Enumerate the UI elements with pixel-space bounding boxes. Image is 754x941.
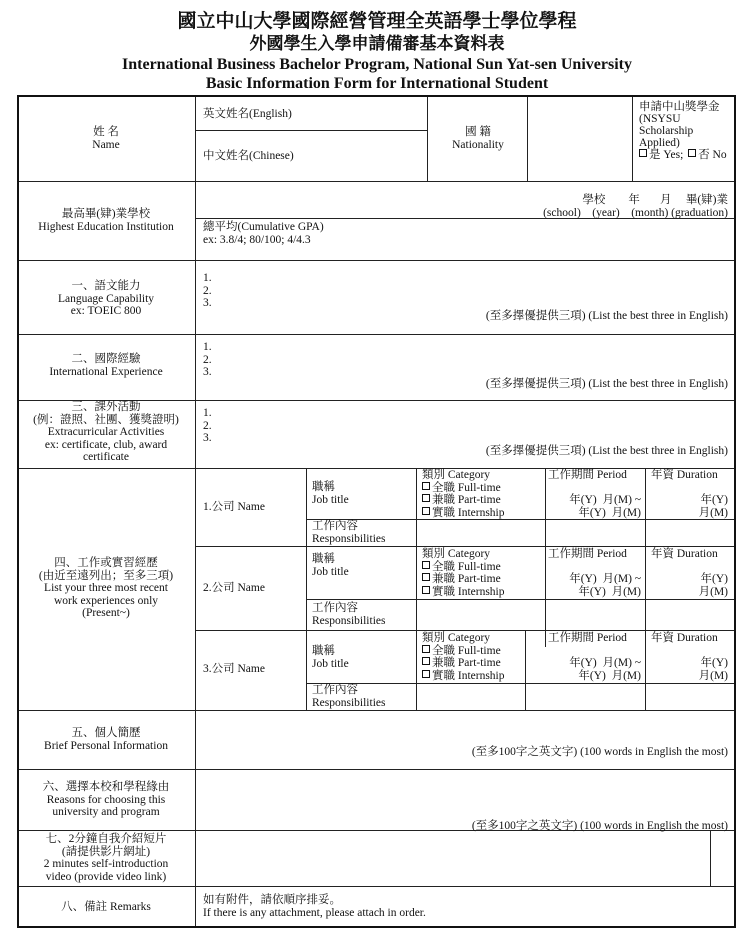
list-item: 1. (203, 272, 212, 284)
responsibilities-label-en: Responsibilities (312, 532, 386, 545)
internship-checkbox[interactable] (422, 586, 430, 594)
scholarship-options (639, 149, 727, 161)
remarks-text-en: If there is any attachment, please attach in order. (203, 906, 426, 919)
internship-label: 實職 Internship (432, 506, 505, 519)
category-label: 類別 Category (422, 632, 491, 644)
extracurricular-label-en-example: ex: certificate, club, award (44, 438, 168, 451)
company-1-name[interactable]: 1.公司 Name (203, 501, 265, 513)
remarks-text (203, 894, 426, 919)
duration-years: 年(Y) (700, 494, 728, 506)
extracurricular-label-en-example-2: certificate (83, 451, 129, 463)
extracurricular-label-zh: 三、課外活動 (71, 401, 141, 413)
period-end: 年(Y) 月(M) (578, 669, 641, 682)
work-label-en-2: work experiences only (53, 594, 159, 607)
chinese-name-field[interactable]: 中文姓名(Chinese) (203, 150, 294, 162)
international-note: (至多擇優提供三項) (List the best three in English) (485, 378, 728, 390)
job-title-label-zh: 職稱 (312, 481, 335, 493)
work-label-zh-note: (由近至遠列出；至多三項) (38, 569, 174, 582)
language-label-zh: 一、語文能力 (71, 280, 141, 292)
gpa-example: ex: 3.8/4; 80/100; 4/4.3 (203, 233, 311, 246)
international-label-en: International Experience (49, 365, 163, 378)
work-label-en-3: (Present~) (82, 607, 130, 619)
job-title-label-en: Job title (312, 565, 349, 578)
job-title-label-en: Job title (312, 657, 349, 670)
duration-years: 年(Y) (700, 657, 728, 669)
scholarship-label-en-1: (NSYSU (639, 113, 681, 125)
period-2-field[interactable] (569, 573, 641, 598)
job-title-1[interactable] (312, 481, 349, 506)
language-label-example: ex: TOEIC 800 (70, 305, 142, 317)
title-chinese-program: 國立中山大學國際經營管理全英語學士學位學程 (177, 10, 577, 32)
extracurricular-label (19, 401, 193, 464)
scholarship-label-zh: 申請中山獎學金 (639, 101, 720, 113)
scholarship-block (639, 101, 727, 161)
nationality-label (428, 126, 528, 151)
scholarship-no-label: 否 No (698, 149, 727, 161)
work-label-en-1: List your three most recent (44, 582, 168, 594)
personal-note: (至多100字之英文字) (100 words in English the most) (471, 746, 728, 758)
category-label: 類別 Category (422, 548, 491, 560)
video-label-zh-note: (請提供影片網址) (61, 845, 151, 858)
nationality-label-zh: 國 籍 (465, 126, 491, 138)
reasons-label-en-2: university and program (52, 806, 160, 818)
personal-label-en: Brief Personal Information (44, 739, 168, 752)
reasons-label (19, 781, 193, 819)
list-item: 1. (203, 341, 212, 353)
international-label-zh: 二、國際經驗 (71, 353, 141, 365)
video-label-en-2: video (provide video link) (45, 870, 167, 883)
duration-1-field[interactable] (699, 494, 728, 519)
responsibilities-label-zh: 工作內容 (312, 602, 358, 614)
extracurricular-label-zh-example: (例：證照、社團、獲獎證明) (33, 413, 179, 426)
reasons-label-en-1: Reasons for choosing this (46, 793, 166, 806)
work-label (19, 557, 193, 620)
duration-3-field[interactable] (699, 657, 728, 682)
responsibilities-2[interactable] (312, 602, 385, 627)
extracurricular-label-en: Extracurricular Activities (47, 426, 165, 438)
extracurricular-note: (至多擇優提供三項) (List the best three in English) (485, 445, 728, 457)
category-3[interactable] (422, 632, 505, 682)
language-list[interactable] (203, 272, 212, 310)
video-label (19, 833, 193, 883)
responsibilities-label-zh: 工作內容 (312, 520, 358, 532)
period-end: 年(Y) 月(M) (578, 585, 641, 598)
video-label-zh: 七、2分鐘自我介紹短片 (45, 833, 167, 845)
responsibilities-label-en: Responsibilities (312, 614, 386, 627)
personal-label (19, 727, 193, 752)
period-1-header: 工作期間 Period (548, 469, 627, 481)
work-label-zh: 四、工作或實習經歷 (54, 557, 158, 569)
language-label (19, 280, 193, 318)
education-fields-zh: 學校 年 月 畢(肄)業 (582, 194, 728, 206)
parttime-label: 兼職 Part-time (432, 494, 501, 506)
company-2-name[interactable]: 2.公司 Name (203, 582, 265, 594)
internship-checkbox[interactable] (422, 670, 430, 678)
gpa-field[interactable] (203, 221, 324, 246)
period-3-header: 工作期間 Period (548, 632, 627, 644)
title-english-form: Basic Information Form for International Student (205, 75, 549, 92)
scholarship-label-en-2: Scholarship (639, 125, 694, 137)
period-1-field[interactable] (569, 494, 641, 519)
video-link-field[interactable] (196, 831, 708, 885)
list-item: 3. (203, 432, 212, 444)
education-school-date-line[interactable] (543, 194, 728, 219)
list-item: 2. (203, 353, 212, 366)
company-3-name[interactable]: 3.公司 Name (203, 663, 265, 675)
responsibilities-1[interactable] (312, 520, 385, 545)
education-label (19, 208, 193, 233)
remarks-label: 八、備註 Remarks (61, 901, 151, 913)
video-label-en-1: 2 minutes self-introduction (43, 858, 169, 870)
language-label-en: Language Capability (57, 292, 155, 305)
title-chinese-form: 外國學生入學申請備審基本資料表 (249, 34, 505, 54)
duration-2-field[interactable] (699, 573, 728, 598)
duration-months: 月(M) (698, 585, 728, 598)
name-label (19, 126, 193, 151)
list-item: 3. (203, 297, 212, 309)
period-3-field[interactable] (569, 657, 641, 682)
reasons-label-zh: 六、選擇本校和學程緣由 (42, 781, 170, 793)
parttime-label: 兼職 Part-time (432, 573, 501, 585)
list-item: 2. (203, 419, 212, 432)
parttime-checkbox[interactable] (422, 573, 430, 581)
education-label-zh: 最高畢(肄)業學校 (61, 208, 151, 220)
international-list[interactable] (203, 341, 212, 379)
responsibilities-label-en: Responsibilities (312, 696, 386, 709)
remarks-text-zh: 如有附件，請依順序排妥。 (203, 894, 341, 906)
fulltime-checkbox[interactable] (422, 482, 430, 490)
reasons-note: (至多100字之英文字) (100 words in English the most) (471, 820, 728, 832)
scholarship-no-checkbox[interactable] (688, 149, 696, 157)
period-start: 年(Y) 月(M) ~ (569, 657, 641, 669)
fulltime-checkbox[interactable] (422, 645, 430, 653)
scholarship-yes-checkbox[interactable] (639, 149, 647, 157)
job-title-label-zh: 職稱 (312, 645, 335, 657)
parttime-checkbox[interactable] (422, 494, 430, 502)
scholarship-yes-label: 是 Yes; (649, 149, 684, 161)
category-2[interactable] (422, 548, 505, 598)
duration-1-header: 年資 Duration (651, 469, 718, 481)
internship-label: 實職 Internship (432, 585, 505, 598)
internship-label: 實職 Internship (432, 669, 505, 682)
title-english-program: International Business Bachelor Program, National Sun Yat-sen University (122, 56, 632, 73)
list-item: 1. (203, 407, 212, 419)
category-1[interactable] (422, 469, 505, 519)
name-label-zh: 姓 名 (93, 126, 119, 138)
list-item: 2. (203, 284, 212, 297)
period-start: 年(Y) 月(M) ~ (569, 494, 641, 506)
form-header (0, 10, 754, 93)
period-start: 年(Y) 月(M) ~ (569, 573, 641, 585)
parttime-label: 兼職 Part-time (432, 657, 501, 669)
duration-years: 年(Y) (700, 573, 728, 585)
list-item: 3. (203, 366, 212, 378)
scholarship-label-en-3: Applied) (639, 137, 680, 149)
duration-months: 月(M) (698, 669, 728, 682)
responsibilities-3[interactable] (312, 684, 385, 709)
fulltime-label: 全職 Full-time (432, 481, 501, 494)
period-end: 年(Y) 月(M) (578, 506, 641, 519)
language-note: (至多擇優提供三項) (List the best three in English) (485, 310, 728, 322)
international-label (19, 353, 193, 378)
personal-label-zh: 五、個人簡歷 (71, 727, 141, 739)
job-title-3[interactable] (312, 645, 349, 670)
parttime-checkbox[interactable] (422, 657, 430, 665)
duration-3-header: 年資 Duration (651, 632, 718, 644)
job-title-label-zh: 職稱 (312, 553, 335, 565)
job-title-label-en: Job title (312, 493, 349, 506)
gpa-label: 總平均(Cumulative GPA) (203, 221, 324, 233)
extracurricular-list[interactable] (203, 407, 212, 445)
job-title-2[interactable] (312, 553, 349, 578)
fulltime-checkbox[interactable] (422, 561, 430, 569)
education-fields-en: (school) (year) (month) (graduation) (543, 206, 728, 219)
internship-checkbox[interactable] (422, 507, 430, 515)
fulltime-label: 全職 Full-time (432, 644, 501, 657)
nationality-field[interactable] (530, 97, 631, 179)
nationality-label-en: Nationality (452, 138, 504, 151)
responsibilities-label-zh: 工作內容 (312, 684, 358, 696)
education-label-en: Highest Education Institution (38, 220, 174, 233)
personal-info-field[interactable] (196, 712, 734, 768)
english-name-field[interactable]: 英文姓名(English) (203, 108, 292, 120)
duration-months: 月(M) (698, 506, 728, 519)
name-label-en: Name (92, 138, 120, 151)
fulltime-label: 全職 Full-time (432, 560, 501, 573)
duration-2-header: 年資 Duration (651, 548, 718, 560)
period-2-header: 工作期間 Period (548, 548, 627, 560)
category-label: 類別 Category (422, 469, 491, 481)
